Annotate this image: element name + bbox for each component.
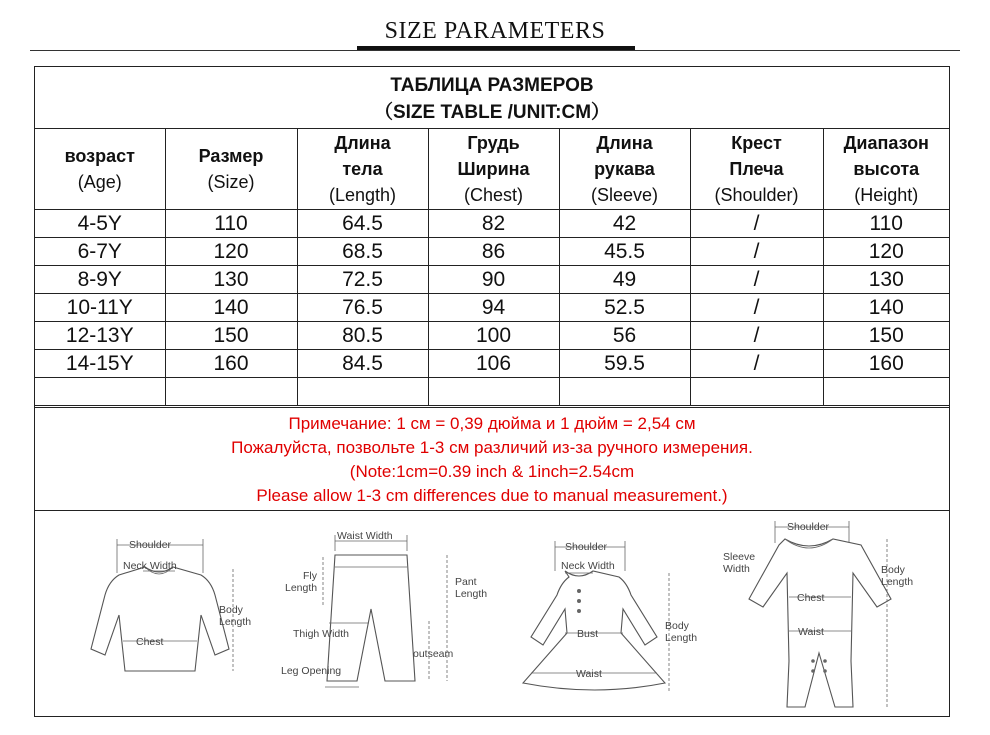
table-cell: 140 — [823, 294, 949, 322]
table-cell: 110 — [823, 210, 949, 238]
dress-bust-label: Bust — [577, 628, 599, 640]
table-cell: 12-13Y — [35, 322, 165, 350]
table-cell: 110 — [165, 210, 297, 238]
table-header-row — [35, 129, 949, 210]
table-cell: 6-7Y — [35, 238, 165, 266]
pants-length-label: Length — [455, 588, 488, 600]
column-header-en: (Size) — [207, 172, 255, 192]
table-cell: 8-9Y — [35, 266, 165, 294]
table-cell: 80.5 — [297, 322, 428, 350]
size-table — [35, 129, 949, 406]
table-cell — [559, 378, 690, 406]
note-line-en-2: Please allow 1-3 cm differences due to manual measurement.) — [256, 486, 728, 505]
page-title: SIZE PARAMETERS — [384, 18, 606, 44]
table-cell: 42 — [559, 210, 690, 238]
table-cell: 106 — [428, 350, 559, 378]
pants-pant-label: Pant — [455, 576, 477, 588]
column-header-ru: Длина — [596, 133, 653, 153]
measurement-note — [35, 407, 949, 510]
table-cell: 120 — [823, 238, 949, 266]
romper-length-label: Length — [881, 576, 914, 588]
column-header — [690, 129, 823, 210]
shirt-length-label: Length — [219, 616, 252, 628]
table-cell: 100 — [428, 322, 559, 350]
table-cell: 52.5 — [559, 294, 690, 322]
column-header-ru: Размер — [198, 146, 264, 166]
table-cell: 76.5 — [297, 294, 428, 322]
table-cell: 4-5Y — [35, 210, 165, 238]
shirt-body-label: Body — [219, 604, 243, 616]
table-cell: 86 — [428, 238, 559, 266]
romper-shoulder-label: Shoulder — [787, 521, 830, 533]
table-cell: 90 — [428, 266, 559, 294]
column-header-ru: высота — [853, 159, 920, 179]
column-header — [823, 129, 949, 210]
table-cell: 59.5 — [559, 350, 690, 378]
table-row — [35, 210, 949, 238]
column-header-ru: рукава — [594, 159, 655, 179]
table-cell: 160 — [823, 350, 949, 378]
table-cell: 49 — [559, 266, 690, 294]
dress-body-label: Body — [665, 620, 689, 632]
table-cell: 45.5 — [559, 238, 690, 266]
dress-neck-label: Neck Width — [561, 560, 615, 572]
column-header-en: (Chest) — [463, 185, 523, 205]
column-header-ru: тела — [342, 159, 383, 179]
caption-russian: ТАБЛИЦА РАЗМЕРОВ — [390, 75, 594, 96]
romper-waist-label: Waist — [798, 626, 824, 638]
column-header — [559, 129, 690, 210]
column-header — [428, 129, 559, 210]
measurement-diagrams — [35, 510, 949, 717]
column-header-ru: Грудь — [467, 133, 520, 153]
table-row — [35, 350, 949, 378]
table-cell — [297, 378, 428, 406]
note-line-ru-2: Пожалуйста, позвольте 1-3 см различий из-за ручного измерения. — [231, 438, 753, 457]
note-line-ru-1: Примечание: 1 см = 0,39 дюйма и 1 дюйм = 2,54 см — [288, 414, 696, 433]
shirt-neck-label: Neck Width — [123, 560, 177, 572]
table-cell — [428, 378, 559, 406]
table-cell: 56 — [559, 322, 690, 350]
romper-sleeve-width-label: Width — [723, 563, 750, 575]
title-divider — [30, 50, 960, 51]
table-cell: 82 — [428, 210, 559, 238]
table-cell: 130 — [165, 266, 297, 294]
dress-shoulder-label: Shoulder — [565, 541, 608, 553]
column-header-en: (Sleeve) — [590, 185, 659, 205]
size-table-caption — [35, 67, 949, 129]
column-header — [297, 129, 428, 210]
column-header-ru: Крест — [731, 133, 782, 153]
romper-sleeve-label: Sleeve — [723, 551, 756, 563]
title-underline — [357, 46, 635, 50]
table-cell: 120 — [165, 238, 297, 266]
pants-outseam-label: outseam — [413, 648, 454, 660]
table-cell: 84.5 — [297, 350, 428, 378]
pants-waist-label: Waist Width — [337, 530, 393, 542]
table-cell — [35, 378, 165, 406]
romper-chest-label: Chest — [797, 592, 825, 604]
table-cell: 140 — [165, 294, 297, 322]
pants-fly-length-label: Length — [285, 582, 318, 594]
table-cell: / — [690, 350, 823, 378]
romper-diagram — [723, 521, 913, 707]
shirt-shoulder-label: Shoulder — [129, 539, 172, 551]
column-header-en: (Height) — [854, 185, 919, 205]
table-cell: 160 — [165, 350, 297, 378]
caption-english: （SIZE TABLE /UNIT:CM） — [373, 102, 611, 123]
table-row — [35, 378, 949, 406]
column-header-en: (Shoulder) — [714, 185, 799, 205]
column-header-ru: Диапазон — [843, 133, 929, 153]
table-cell: 68.5 — [297, 238, 428, 266]
size-chart-frame — [34, 66, 950, 717]
table-cell: 14-15Y — [35, 350, 165, 378]
dress-length-label: Length — [665, 632, 698, 644]
column-header-en: (Length) — [328, 185, 397, 205]
table-body — [35, 210, 949, 406]
table-cell — [823, 378, 949, 406]
dress-waist-label: Waist — [576, 668, 602, 680]
table-cell: / — [690, 238, 823, 266]
table-row — [35, 294, 949, 322]
table-cell: 150 — [823, 322, 949, 350]
table-row — [35, 266, 949, 294]
table-row — [35, 238, 949, 266]
note-line-en-1: (Note:1cm=0.39 inch & 1inch=2.54cm — [349, 462, 635, 481]
shirt-chest-label: Chest — [136, 636, 164, 648]
table-cell: 10-11Y — [35, 294, 165, 322]
column-header-ru: Плеча — [729, 159, 784, 179]
dress-diagram — [523, 541, 697, 691]
table-cell: 64.5 — [297, 210, 428, 238]
pants-leg-label: Leg Opening — [281, 665, 342, 677]
table-cell: / — [690, 294, 823, 322]
table-cell: / — [690, 210, 823, 238]
column-header-ru: Длина — [334, 133, 391, 153]
pants-diagram — [281, 530, 487, 687]
column-header — [35, 129, 165, 210]
table-cell — [165, 378, 297, 406]
table-cell: 130 — [823, 266, 949, 294]
table-cell: / — [690, 322, 823, 350]
column-header-en: (Age) — [77, 172, 122, 192]
pants-fly-label: Fly — [303, 570, 317, 582]
column-header — [165, 129, 297, 210]
table-cell — [690, 378, 823, 406]
table-cell: 150 — [165, 322, 297, 350]
shirt-diagram — [91, 539, 251, 671]
column-header-ru: возраст — [64, 146, 135, 166]
table-cell: 94 — [428, 294, 559, 322]
column-header-ru: Ширина — [457, 159, 530, 179]
pants-thigh-label: Thigh Width — [293, 628, 350, 640]
table-row — [35, 322, 949, 350]
romper-body-label: Body — [881, 564, 905, 576]
table-cell: / — [690, 266, 823, 294]
table-cell: 72.5 — [297, 266, 428, 294]
